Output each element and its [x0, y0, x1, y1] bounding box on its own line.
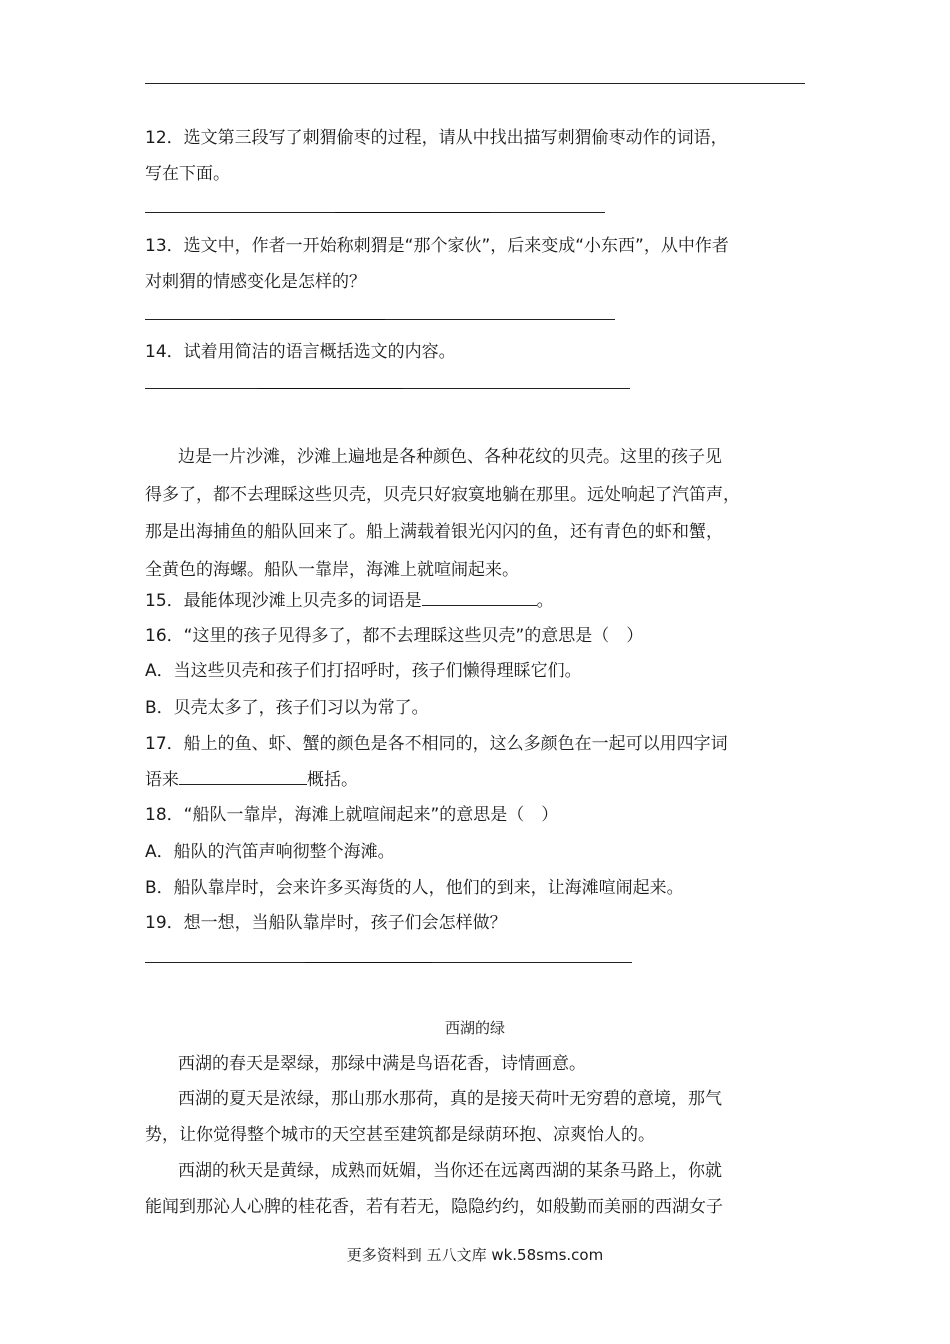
- passage3-line-3: 势，让你觉得整个城市的天空甚至建筑都是绿荫环抱、凉爽怡人的。: [145, 1125, 655, 1145]
- question-17-suffix: 概括。: [307, 770, 358, 790]
- passage3-title: 西湖的绿: [444, 1019, 505, 1037]
- answer-line-19-mid: [305, 962, 432, 963]
- passage3-line-5: 能闻到那沁人心脾的桂花香，若有若无，隐隐约约，如般勤而美丽的西湖女子: [145, 1197, 723, 1217]
- passage2-line-2: 得多了，都不去理睬这些贝壳，贝壳只好寂寞地躺在那里。远处响起了汽笛声，: [145, 485, 740, 505]
- question-12-line1: 12．选文第三段写了刺猬偷枣的过程，请从中找出描写刺猬偷枣动作的词语，: [145, 128, 728, 148]
- answer-line-12-mid: [335, 212, 490, 213]
- passage3-line-1: 西湖的春天是翠绿，那绿中满是鸟语花香，诗情画意。: [178, 1054, 586, 1074]
- question-18-stem: 18．“船队一靠岸，海滩上就喧闹起来”的意思是（ ）: [145, 805, 559, 825]
- passage2-line-1: 边是一片沙滩，沙滩上遍地是各种颜色、各种花纹的贝壳。这里的孩子见: [178, 447, 722, 467]
- question-17-prefix: 语来: [145, 770, 179, 790]
- passage3-line-2: 西湖的夏天是浓绿，那山那水那荷，真的是接天荷叶无穷碧的意境，那气: [178, 1089, 722, 1109]
- question-15-prefix: 15．最能体现沙滩上贝壳多的词语是: [145, 591, 422, 611]
- answer-line-13-mid: [230, 319, 385, 320]
- question-12-line2: 写在下面。: [145, 164, 230, 184]
- blank-15[interactable]: [422, 589, 537, 606]
- question-15: [145, 589, 554, 613]
- question-17-line1: 17．船上的鱼、虾、蟹的颜色是各不相同的，这么多颜色在一起可以用四字词: [145, 734, 728, 754]
- top-rule: [145, 83, 805, 84]
- question-13-line2: 对刺猬的情感变化是怎样的？: [145, 272, 366, 292]
- question-16-stem: 16．“这里的孩子见得多了，都不去理睬这些贝壳”的意思是（ ）: [145, 626, 644, 646]
- question-16-option-a[interactable]: A．当这些贝壳和孩子们打招呼时，孩子们懒得理睬它们。: [145, 661, 582, 681]
- question-15-suffix: 。: [536, 591, 554, 611]
- passage2-line-3: 那是出海捕鱼的船队回来了。船上满载着银光闪闪的鱼，还有青色的虾和蟹，: [145, 522, 723, 542]
- question-18-option-a[interactable]: A．船队的汽笛声响彻整个海滩。: [145, 842, 395, 862]
- answer-line-14-mid: [258, 388, 403, 389]
- question-18-option-b[interactable]: B．船队靠岸时，会来许多买海货的人，他们的到来，让海滩喧闹起来。: [145, 878, 684, 898]
- question-19-line1: 19．想一想，当船队靠岸时，孩子们会怎样做？: [145, 913, 507, 933]
- question-13-line1: 13．选文中，作者一开始称刺猬是“那个家伙”，后来变成“小东西”，从中作者: [145, 236, 729, 256]
- footer-source: 更多资料到 五八文库 wk.58sms.com: [346, 1246, 604, 1264]
- passage2-line-4: 全黄色的海螺。船队一靠岸，海滩上就喧闹起来。: [145, 560, 519, 580]
- question-16-option-b[interactable]: B．贝壳太多了，孩子们习以为常了。: [145, 698, 429, 718]
- passage3-line-4: 西湖的秋天是黄绿，成熟而妩媚，当你还在远离西湖的某条马路上，你就: [178, 1161, 722, 1181]
- question-17-line2: [145, 768, 358, 792]
- question-14-line1: 14．试着用简洁的语言概括选文的内容。: [145, 342, 456, 362]
- blank-17[interactable]: [179, 768, 307, 785]
